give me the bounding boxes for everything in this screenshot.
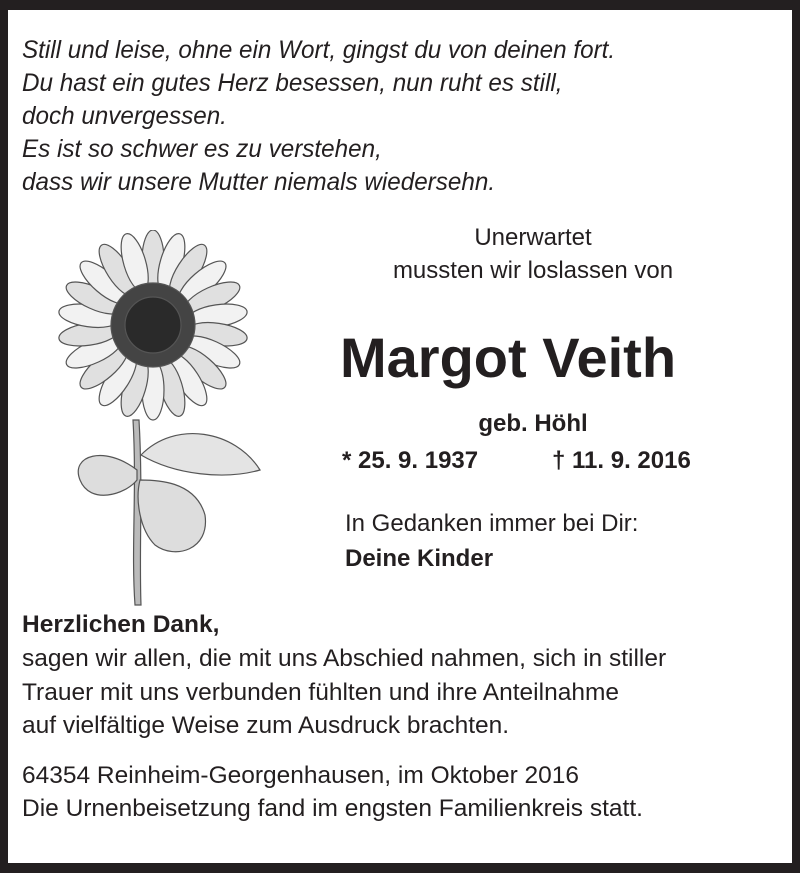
poem-line: dass wir unsere Mutter niemals wiedersehn. bbox=[22, 168, 496, 196]
poem-line: Es ist so schwer es zu verstehen, bbox=[22, 135, 382, 163]
poem-line: Du hast ein gutes Herz besessen, nun ruht es still, bbox=[22, 69, 563, 97]
thanks-line: Trauer mit uns verbunden fühlten und ihre Anteilnahme bbox=[22, 679, 619, 706]
thanks-heading: Herzlichen Dank, bbox=[22, 611, 220, 638]
obituary-notice bbox=[8, 10, 792, 863]
thanks-line: auf vielfältige Weise zum Ausdruck brachten. bbox=[22, 712, 510, 739]
footer-line: 64354 Reinheim-Georgenhausen, im Oktober 2016 bbox=[22, 762, 580, 789]
footer-line: Die Urnenbeisetzung fand im engsten Familienkreis statt. bbox=[22, 795, 643, 822]
thanks-line: sagen wir allen, die mit uns Abschied nahmen, sich in stiller bbox=[22, 645, 667, 672]
closing-line: In Gedanken immer bei Dir: bbox=[345, 510, 639, 537]
intro-line: mussten wir loslassen von bbox=[392, 257, 674, 284]
death-date: † 11. 9. 2016 bbox=[552, 447, 691, 474]
maiden-name: geb. Höhl bbox=[478, 410, 588, 437]
birth-date: * 25. 9. 1937 bbox=[342, 447, 479, 474]
poem-line: Still und leise, ohne ein Wort, gingst du von deinen fort. bbox=[22, 36, 616, 64]
deceased-name: Margot Veith bbox=[340, 326, 677, 389]
signature: Deine Kinder bbox=[345, 545, 494, 572]
intro-line: Unerwartet bbox=[474, 224, 592, 251]
poem-line: doch unvergessen. bbox=[22, 102, 227, 130]
